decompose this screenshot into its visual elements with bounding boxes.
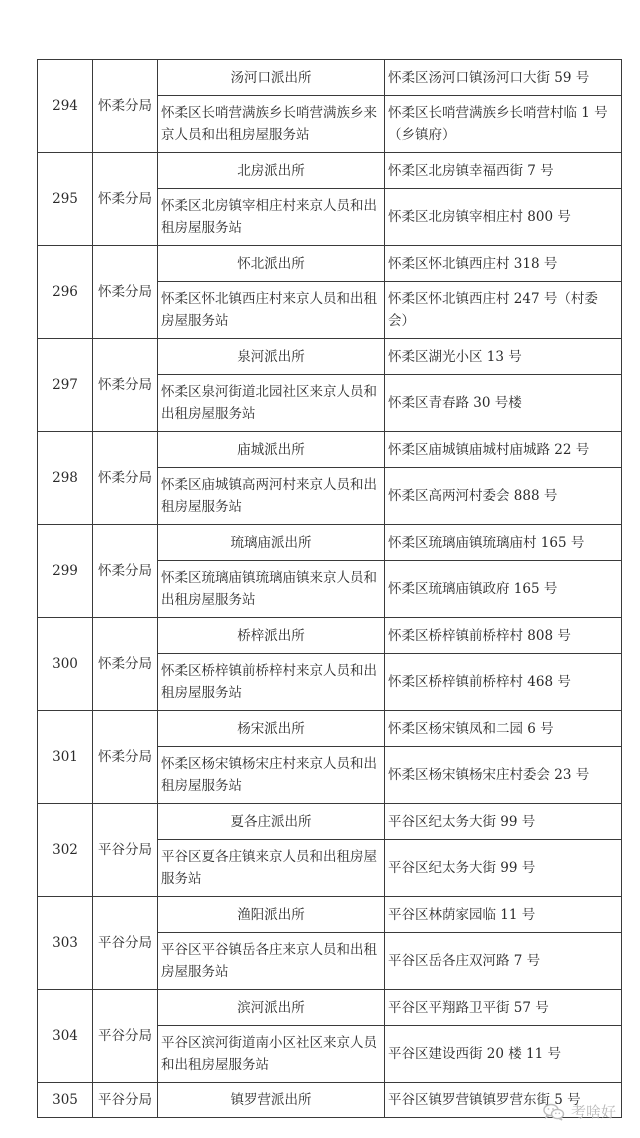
service-station-name: 怀柔区北房镇宰相庄村来京人员和出租房屋服务站 (158, 189, 385, 246)
table-row (38, 525, 622, 561)
service-station-address: 平谷区纪太务大街 99 号 (385, 840, 622, 897)
service-station-name: 平谷区滨河街道南小区社区来京人员和出租房屋服务站 (158, 1026, 385, 1083)
service-station-name: 怀柔区长哨营满族乡长哨营满族乡来京人员和出租房屋服务站 (158, 96, 385, 153)
table-row (38, 60, 622, 96)
bureau-name: 怀柔分局 (93, 153, 158, 246)
table-row (38, 1083, 622, 1118)
bureau-name: 怀柔分局 (93, 618, 158, 711)
service-station-name: 怀柔区琉璃庙镇琉璃庙镇来京人员和出租房屋服务站 (158, 561, 385, 618)
police-station-name: 镇罗营派出所 (158, 1083, 385, 1118)
service-station-address: 怀柔区琉璃庙镇政府 165 号 (385, 561, 622, 618)
row-number: 294 (38, 60, 93, 153)
table-row (38, 153, 622, 189)
service-station-name: 怀柔区庙城镇高两河村来京人员和出租房屋服务站 (158, 468, 385, 525)
service-station-address: 平谷区建设西街 20 楼 11 号 (385, 1026, 622, 1083)
row-number: 304 (38, 990, 93, 1083)
police-station-name: 杨宋派出所 (158, 711, 385, 747)
police-station-address: 怀柔区怀北镇西庄村 318 号 (385, 246, 622, 282)
service-station-name: 怀柔区怀北镇西庄村来京人员和出租房屋服务站 (158, 282, 385, 339)
row-number: 296 (38, 246, 93, 339)
row-number: 299 (38, 525, 93, 618)
police-station-address: 怀柔区琉璃庙镇琉璃庙村 165 号 (385, 525, 622, 561)
bureau-name: 平谷分局 (93, 804, 158, 897)
table-row (38, 432, 622, 468)
police-station-name: 汤河口派出所 (158, 60, 385, 96)
row-number: 302 (38, 804, 93, 897)
service-station-address: 怀柔区杨宋镇杨宋庄村委会 23 号 (385, 747, 622, 804)
service-station-name: 怀柔区泉河街道北园社区来京人员和出租房屋服务站 (158, 375, 385, 432)
police-station-name: 庙城派出所 (158, 432, 385, 468)
police-station-address: 怀柔区北房镇幸福西街 7 号 (385, 153, 622, 189)
table-row (38, 246, 622, 282)
police-station-name: 夏各庄派出所 (158, 804, 385, 840)
bureau-name: 平谷分局 (93, 990, 158, 1083)
police-station-address: 怀柔区桥梓镇前桥梓村 808 号 (385, 618, 622, 654)
station-directory-table (37, 59, 622, 1118)
bureau-name: 平谷分局 (93, 1083, 158, 1118)
police-station-address: 怀柔区汤河口镇汤河口大街 59 号 (385, 60, 622, 96)
service-station-name: 怀柔区杨宋镇杨宋庄村来京人员和出租房屋服务站 (158, 747, 385, 804)
bureau-name: 怀柔分局 (93, 339, 158, 432)
police-station-address: 平谷区纪太务大街 99 号 (385, 804, 622, 840)
wechat-icon (543, 1103, 565, 1121)
table-row (38, 897, 622, 933)
police-station-address: 平谷区镇罗营镇镇罗营东街 5 号 (385, 1083, 622, 1118)
police-station-name: 滨河派出所 (158, 990, 385, 1026)
row-number: 295 (38, 153, 93, 246)
service-station-address: 怀柔区桥梓镇前桥梓村 468 号 (385, 654, 622, 711)
service-station-address: 怀柔区怀北镇西庄村 247 号（村委会） (385, 282, 622, 339)
row-number: 297 (38, 339, 93, 432)
row-number: 305 (38, 1083, 93, 1118)
police-station-address: 怀柔区湖光小区 13 号 (385, 339, 622, 375)
service-station-name: 怀柔区桥梓镇前桥梓村来京人员和出租房屋服务站 (158, 654, 385, 711)
police-station-address: 平谷区林荫家园临 11 号 (385, 897, 622, 933)
police-station-address: 平谷区平翔路卫平街 57 号 (385, 990, 622, 1026)
service-station-address: 平谷区岳各庄双河路 7 号 (385, 933, 622, 990)
bureau-name: 怀柔分局 (93, 525, 158, 618)
table-row (38, 804, 622, 840)
table-row (38, 990, 622, 1026)
bureau-name: 怀柔分局 (93, 60, 158, 153)
police-station-name: 桥梓派出所 (158, 618, 385, 654)
row-number: 298 (38, 432, 93, 525)
watermark-text: 考啥好 (570, 1103, 616, 1121)
service-station-name: 平谷区夏各庄镇来京人员和出租房屋服务站 (158, 840, 385, 897)
police-station-name: 泉河派出所 (158, 339, 385, 375)
service-station-name: 平谷区平谷镇岳各庄来京人员和出租房屋服务站 (158, 933, 385, 990)
police-station-address: 怀柔区杨宋镇凤和二园 6 号 (385, 711, 622, 747)
bureau-name: 怀柔分局 (93, 246, 158, 339)
police-station-name: 怀北派出所 (158, 246, 385, 282)
row-number: 301 (38, 711, 93, 804)
police-station-name: 北房派出所 (158, 153, 385, 189)
table-row (38, 339, 622, 375)
watermark (543, 1101, 616, 1122)
bureau-name: 平谷分局 (93, 897, 158, 990)
table-row (38, 618, 622, 654)
service-station-address: 怀柔区长哨营满族乡长哨营村临 1 号（乡镇府） (385, 96, 622, 153)
row-number: 303 (38, 897, 93, 990)
service-station-address: 怀柔区高两河村委会 888 号 (385, 468, 622, 525)
police-station-name: 琉璃庙派出所 (158, 525, 385, 561)
row-number: 300 (38, 618, 93, 711)
bureau-name: 怀柔分局 (93, 711, 158, 804)
table-row (38, 711, 622, 747)
service-station-address: 怀柔区青春路 30 号楼 (385, 375, 622, 432)
police-station-address: 怀柔区庙城镇庙城村庙城路 22 号 (385, 432, 622, 468)
police-station-name: 渔阳派出所 (158, 897, 385, 933)
bureau-name: 怀柔分局 (93, 432, 158, 525)
service-station-address: 怀柔区北房镇宰相庄村 800 号 (385, 189, 622, 246)
